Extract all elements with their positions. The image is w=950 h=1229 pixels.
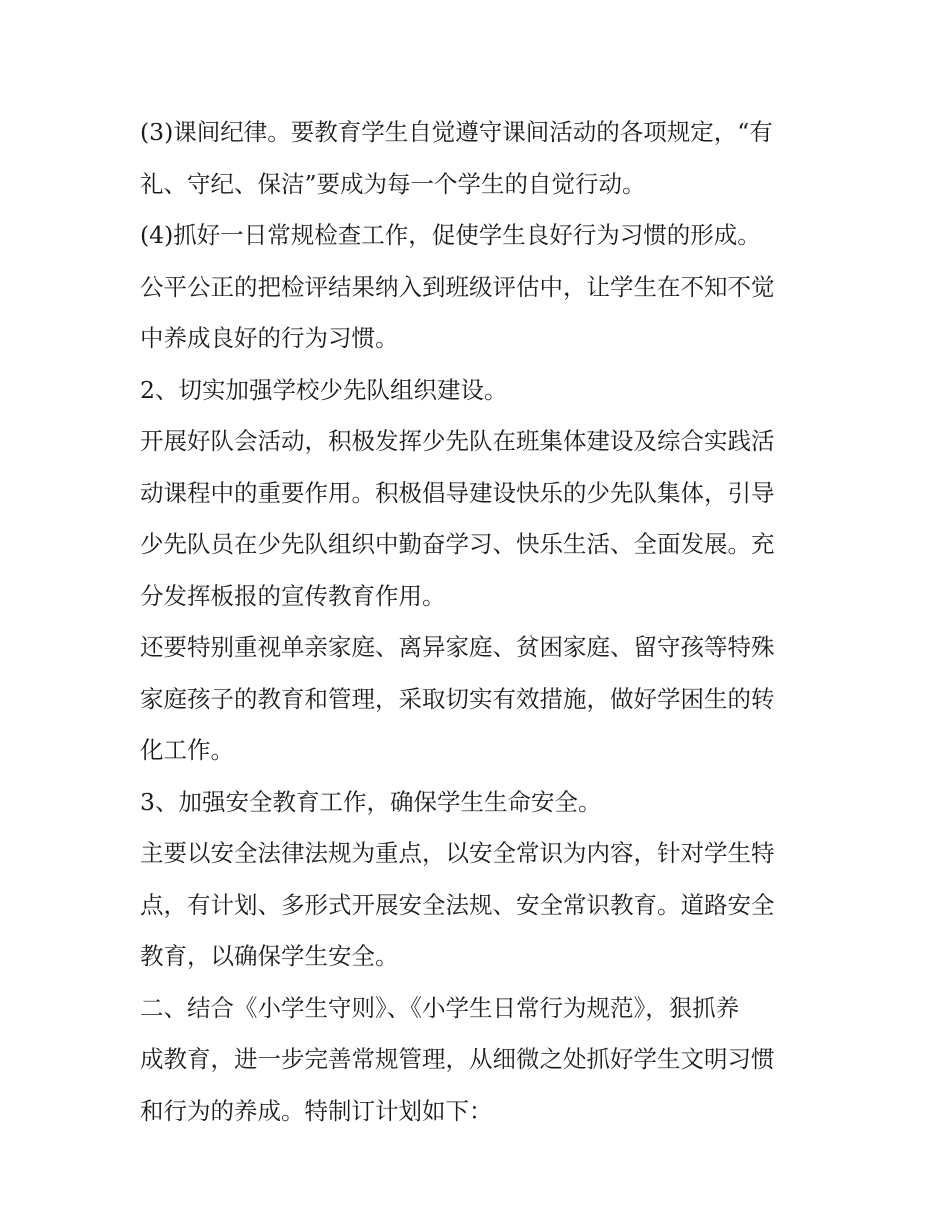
section-heading: 2、切实加强学校少先队组织建设。 — [140, 375, 508, 404]
text-line: (3)课间纪律。要教育学生自觉遵守课间活动的各项规定，“有 — [140, 118, 773, 146]
text-line: 成教育，进一步完善常规管理，从细微之处抓好学生文明习惯 — [140, 1045, 775, 1073]
text-line: 点，有计划、多形式开展安全法规、安全常识教育。道路安全 — [140, 890, 775, 919]
text-line: 公平公正的把检评结果纳入到班级评估中，让学生在不知不觉 — [140, 272, 775, 301]
text-line: 二、结合《小学生守则》、《小学生日常行为规范》，狠抓养 — [140, 993, 740, 1022]
document-body — [140, 107, 830, 1137]
text-line: (4)抓好一日常规检查工作，促使学生良好行为习惯的形成。 — [140, 221, 761, 249]
text-line: 礼、守纪、保洁”要成为每一个学生的自觉行动。 — [140, 169, 646, 198]
text-line: 少先队员在少先队组织中勤奋学习、快乐生活、全面发展。充 — [140, 530, 775, 558]
text-line: 中养成良好的行为习惯。 — [140, 324, 399, 352]
text-line: 还要特别重视单亲家庭、离异家庭、贫困家庭、留守孩等特殊 — [140, 633, 775, 661]
text-line: 主要以安全法律法规为重点，以安全常识为内容，针对学生特 — [140, 839, 775, 867]
text-line: 开展好队会活动，积极发挥少先队在班集体建设及综合实践活 — [140, 427, 775, 455]
text-line: 分发挥板报的宣传教育作用。 — [140, 581, 446, 610]
text-line: 教育，以确保学生安全。 — [140, 942, 399, 970]
text-line: 家庭孩子的教育和管理，采取切实有效措施，做好学困生的转 — [140, 684, 775, 713]
text-line: 化工作。 — [140, 736, 234, 764]
section-heading: 3、加强安全教育工作，确保学生生命安全。 — [140, 787, 602, 816]
text-line: 动课程中的重要作用。积极倡导建设快乐的少先队集体，引导 — [140, 478, 775, 507]
text-line: 和行为的养成。特制订计划如下： — [140, 1096, 493, 1125]
